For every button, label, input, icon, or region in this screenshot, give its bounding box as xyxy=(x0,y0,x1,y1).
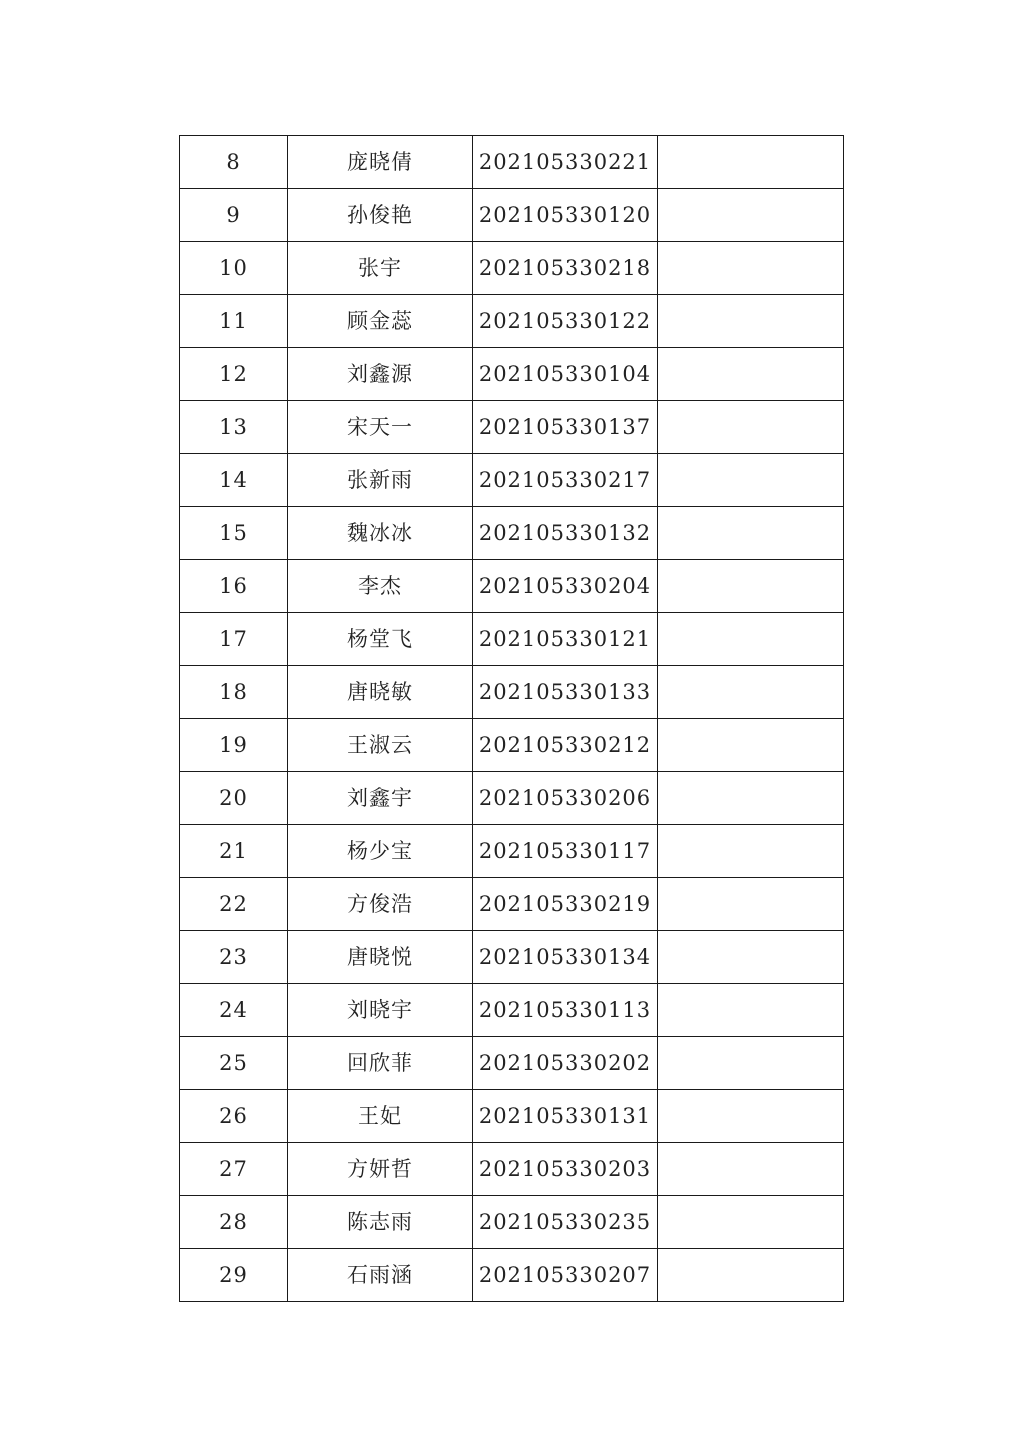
remark-cell xyxy=(658,1196,844,1249)
row-number-cell: 18 xyxy=(180,666,288,719)
student-name-cell: 李杰 xyxy=(288,560,473,613)
table-row xyxy=(180,189,844,242)
remark-cell xyxy=(658,772,844,825)
table-row xyxy=(180,1143,844,1196)
student-name-cell: 刘鑫宇 xyxy=(288,772,473,825)
remark-cell xyxy=(658,560,844,613)
student-name-cell: 刘晓宇 xyxy=(288,984,473,1037)
table-row xyxy=(180,1037,844,1090)
student-name-cell: 陈志雨 xyxy=(288,1196,473,1249)
remark-cell xyxy=(658,189,844,242)
row-number-cell: 16 xyxy=(180,560,288,613)
row-number-cell: 10 xyxy=(180,242,288,295)
table-row xyxy=(180,136,844,189)
table-row xyxy=(180,454,844,507)
remark-cell xyxy=(658,984,844,1037)
student-name-cell: 方俊浩 xyxy=(288,878,473,931)
student-name-cell: 魏冰冰 xyxy=(288,507,473,560)
student-roster-table xyxy=(179,135,844,1302)
remark-cell xyxy=(658,1249,844,1302)
roster-body xyxy=(180,136,844,1302)
student-name-cell: 庞晓倩 xyxy=(288,136,473,189)
student-id-cell: 202105330121 xyxy=(473,613,658,666)
row-number-cell: 24 xyxy=(180,984,288,1037)
row-number-cell: 27 xyxy=(180,1143,288,1196)
student-name-cell: 张新雨 xyxy=(288,454,473,507)
remark-cell xyxy=(658,1090,844,1143)
student-id-cell: 202105330113 xyxy=(473,984,658,1037)
table-row xyxy=(180,931,844,984)
table-row xyxy=(180,878,844,931)
student-name-cell: 回欣菲 xyxy=(288,1037,473,1090)
remark-cell xyxy=(658,666,844,719)
student-id-cell: 202105330204 xyxy=(473,560,658,613)
table-row xyxy=(180,242,844,295)
row-number-cell: 12 xyxy=(180,348,288,401)
remark-cell xyxy=(658,931,844,984)
remark-cell xyxy=(658,719,844,772)
table-row xyxy=(180,984,844,1037)
remark-cell xyxy=(658,295,844,348)
table-row xyxy=(180,1196,844,1249)
remark-cell xyxy=(658,348,844,401)
remark-cell xyxy=(658,507,844,560)
student-id-cell: 202105330212 xyxy=(473,719,658,772)
row-number-cell: 15 xyxy=(180,507,288,560)
student-name-cell: 孙俊艳 xyxy=(288,189,473,242)
remark-cell xyxy=(658,454,844,507)
student-name-cell: 唐晓悦 xyxy=(288,931,473,984)
student-id-cell: 202105330133 xyxy=(473,666,658,719)
remark-cell xyxy=(658,242,844,295)
student-id-cell: 202105330132 xyxy=(473,507,658,560)
table-row xyxy=(180,507,844,560)
student-name-cell: 刘鑫源 xyxy=(288,348,473,401)
row-number-cell: 21 xyxy=(180,825,288,878)
table-row xyxy=(180,772,844,825)
remark-cell xyxy=(658,1143,844,1196)
student-id-cell: 202105330219 xyxy=(473,878,658,931)
student-id-cell: 202105330218 xyxy=(473,242,658,295)
student-id-cell: 202105330104 xyxy=(473,348,658,401)
student-name-cell: 方妍哲 xyxy=(288,1143,473,1196)
student-id-cell: 202105330235 xyxy=(473,1196,658,1249)
row-number-cell: 23 xyxy=(180,931,288,984)
row-number-cell: 26 xyxy=(180,1090,288,1143)
row-number-cell: 9 xyxy=(180,189,288,242)
student-id-cell: 202105330120 xyxy=(473,189,658,242)
student-id-cell: 202105330203 xyxy=(473,1143,658,1196)
student-id-cell: 202105330217 xyxy=(473,454,658,507)
student-id-cell: 202105330207 xyxy=(473,1249,658,1302)
table-row xyxy=(180,1090,844,1143)
row-number-cell: 20 xyxy=(180,772,288,825)
table-row xyxy=(180,401,844,454)
student-name-cell: 宋天一 xyxy=(288,401,473,454)
remark-cell xyxy=(658,825,844,878)
student-id-cell: 202105330131 xyxy=(473,1090,658,1143)
student-name-cell: 杨堂飞 xyxy=(288,613,473,666)
student-name-cell: 唐晓敏 xyxy=(288,666,473,719)
student-id-cell: 202105330122 xyxy=(473,295,658,348)
table-row xyxy=(180,1249,844,1302)
row-number-cell: 19 xyxy=(180,719,288,772)
table-row xyxy=(180,719,844,772)
table-row xyxy=(180,666,844,719)
student-id-cell: 202105330206 xyxy=(473,772,658,825)
student-id-cell: 202105330137 xyxy=(473,401,658,454)
table-row xyxy=(180,560,844,613)
table-row xyxy=(180,295,844,348)
row-number-cell: 29 xyxy=(180,1249,288,1302)
student-name-cell: 王淑云 xyxy=(288,719,473,772)
row-number-cell: 22 xyxy=(180,878,288,931)
student-name-cell: 张宇 xyxy=(288,242,473,295)
student-id-cell: 202105330221 xyxy=(473,136,658,189)
student-id-cell: 202105330134 xyxy=(473,931,658,984)
student-name-cell: 杨少宝 xyxy=(288,825,473,878)
table-row xyxy=(180,613,844,666)
table-row xyxy=(180,348,844,401)
row-number-cell: 25 xyxy=(180,1037,288,1090)
student-name-cell: 王妃 xyxy=(288,1090,473,1143)
remark-cell xyxy=(658,136,844,189)
row-number-cell: 17 xyxy=(180,613,288,666)
row-number-cell: 28 xyxy=(180,1196,288,1249)
remark-cell xyxy=(658,1037,844,1090)
student-name-cell: 顾金蕊 xyxy=(288,295,473,348)
table-row xyxy=(180,825,844,878)
student-id-cell: 202105330202 xyxy=(473,1037,658,1090)
row-number-cell: 11 xyxy=(180,295,288,348)
remark-cell xyxy=(658,401,844,454)
student-name-cell: 石雨涵 xyxy=(288,1249,473,1302)
remark-cell xyxy=(658,613,844,666)
row-number-cell: 8 xyxy=(180,136,288,189)
row-number-cell: 13 xyxy=(180,401,288,454)
remark-cell xyxy=(658,878,844,931)
student-id-cell: 202105330117 xyxy=(473,825,658,878)
row-number-cell: 14 xyxy=(180,454,288,507)
